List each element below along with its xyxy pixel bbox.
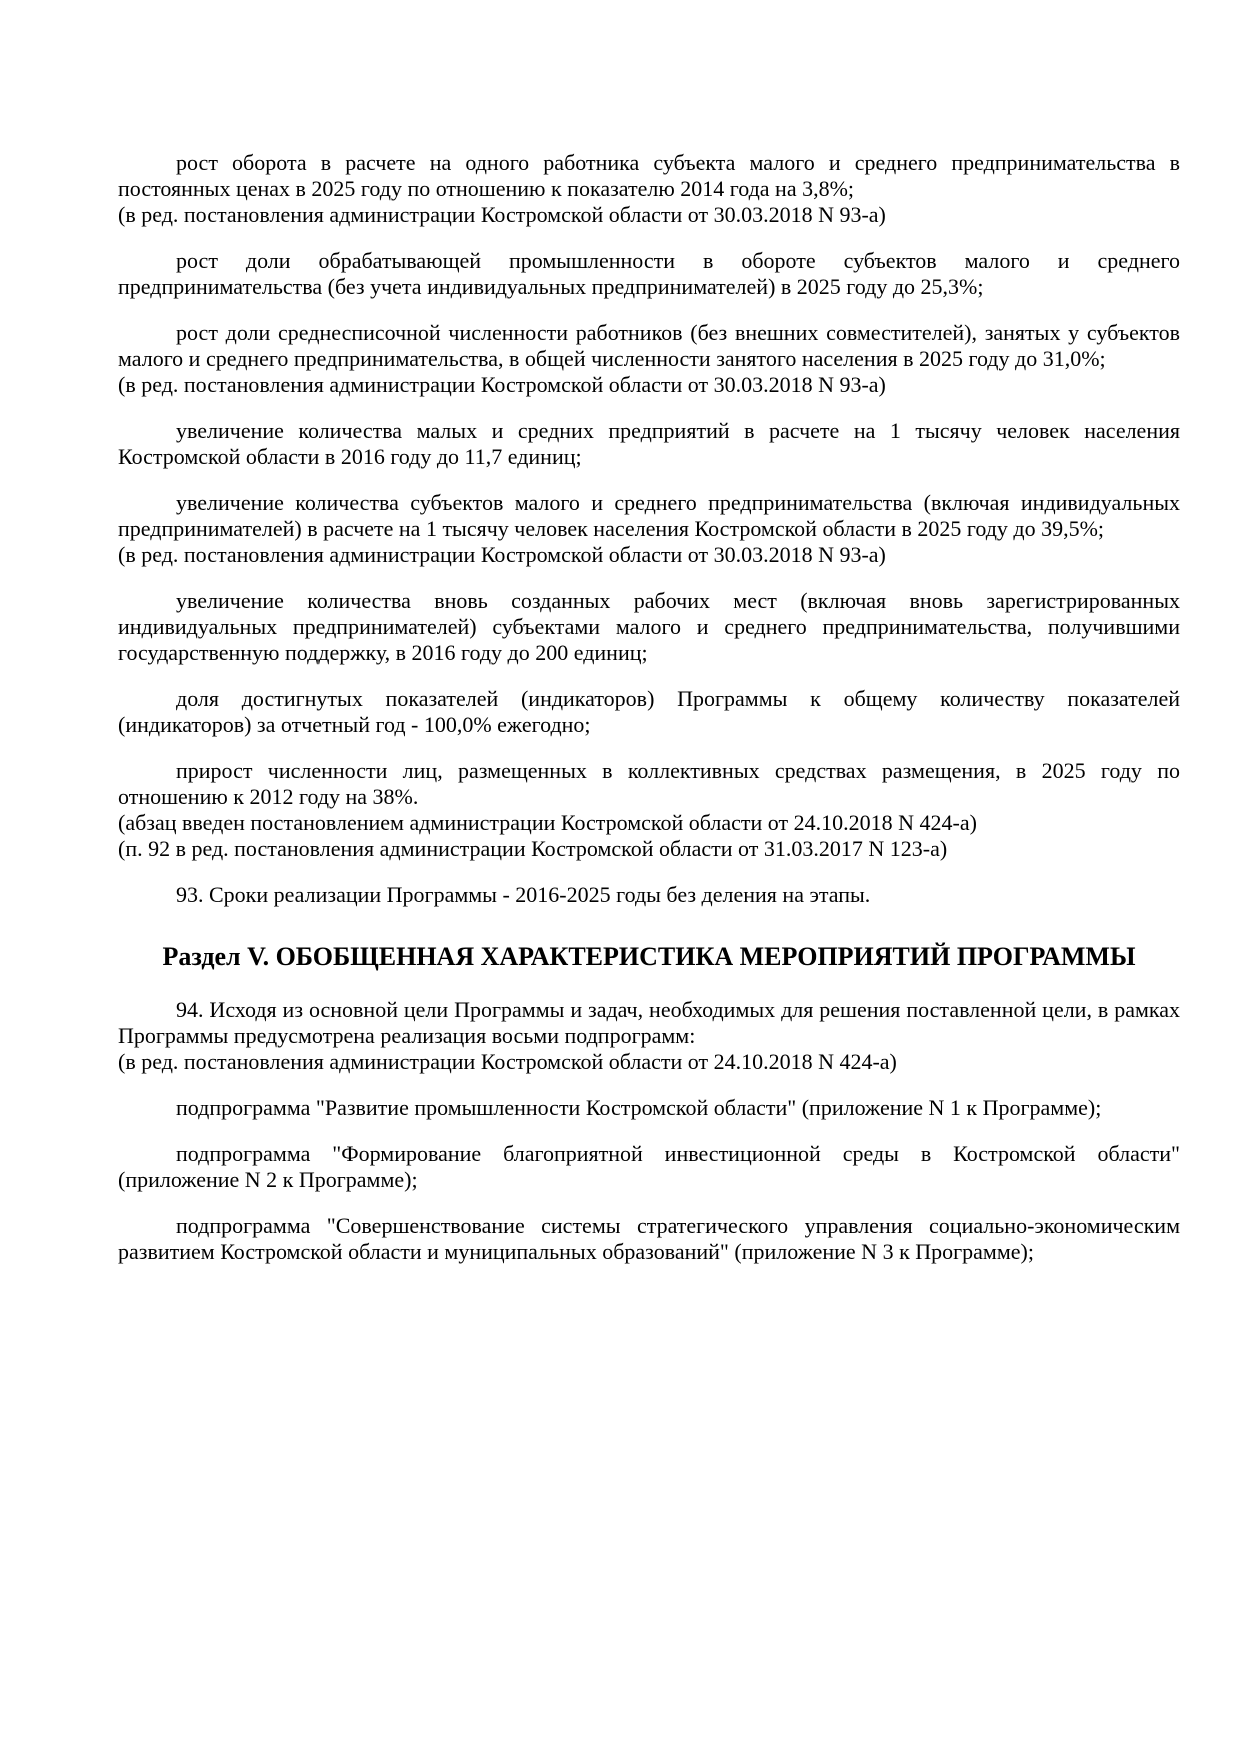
subprogram-paragraph: подпрограмма "Формирование благоприятной инвестиционной среды в Костромской области" (приложение N 2 к Программе); xyxy=(118,1141,1180,1192)
subprogram-paragraph: подпрограмма "Развитие промышленности Костромской области" (приложение N 1 к Программе); xyxy=(176,1095,1102,1120)
indicator-paragraph: рост доли обрабатывающей промышленности в обороте субъектов малого и среднего предпринимательства (без учета индивидуальных предпринимателей) в 2025 году до 25,3%; xyxy=(118,248,1180,299)
amendment-note: (абзац введен постановлением администрации Костромской области от 24.10.2018 N 424-а) xyxy=(118,810,977,835)
section-heading: Раздел V. ОБОБЩЕННАЯ ХАРАКТЕРИСТИКА МЕРОПРИЯТИЙ ПРОГРАММЫ xyxy=(162,942,1136,971)
numbered-paragraph: 94. Исходя из основной цели Программы и задач, необходимых для решения поставленной цели, в рамках Программы предусмотрена реализация восьми подпрограмм: xyxy=(118,997,1180,1048)
indicator-paragraph: увеличение количества вновь созданных рабочих мест (включая вновь зарегистрированных индивидуальных предпринимателей) субъектами малого и среднего предпринимательства, получившими государственную поддержку, в 2016 году до 200 единиц; xyxy=(118,588,1180,665)
indicator-paragraph: доля достигнутых показателей (индикаторов) Программы к общему количеству показателей (индикаторов) за отчетный год - 100,0% ежегодно; xyxy=(118,686,1180,737)
amendment-note: (в ред. постановления администрации Костромской области от 24.10.2018 N 424-а) xyxy=(118,1049,897,1074)
indicator-paragraph: прирост численности лиц, размещенных в коллективных средствах размещения, в 2025 году по отношению к 2012 году на 38%. xyxy=(118,758,1180,809)
amendment-note: (в ред. постановления администрации Костромской области от 30.03.2018 N 93-а) xyxy=(118,372,886,397)
indicator-paragraph: рост оборота в расчете на одного работника субъекта малого и среднего предпринимательства в постоянных ценах в 2025 году по отношению к показателю 2014 года на 3,8%; xyxy=(118,150,1180,201)
document-page xyxy=(118,150,1180,1285)
indicator-paragraph: рост доли среднесписочной численности работников (без внешних совместителей), занятых у субъектов малого и среднего предпринимательства, в общей численности занятого населения в 2025 году до 31,0%; xyxy=(118,320,1180,371)
amendment-note: (в ред. постановления администрации Костромской области от 30.03.2018 N 93-а) xyxy=(118,202,886,227)
indicator-paragraph: увеличение количества малых и средних предприятий в расчете на 1 тысячу человек населения Костромской области в 2016 году до 11,7 единиц; xyxy=(118,418,1180,469)
amendment-note: (п. 92 в ред. постановления администрации Костромской области от 31.03.2017 N 123-а) xyxy=(118,836,948,861)
subprogram-paragraph: подпрограмма "Совершенствование системы стратегического управления социально-экономическим развитием Костромской области и муниципальных образований" (приложение N 3 к Программе); xyxy=(118,1213,1180,1264)
amendment-note: (в ред. постановления администрации Костромской области от 30.03.2018 N 93-а) xyxy=(118,542,886,567)
indicator-paragraph: увеличение количества субъектов малого и среднего предпринимательства (включая индивидуальных предпринимателей) в расчете на 1 тысячу человек населения Костромской области в 2025 году до 39,5%; xyxy=(118,490,1180,541)
numbered-paragraph: 93. Сроки реализации Программы - 2016-2025 годы без деления на этапы. xyxy=(176,882,871,907)
